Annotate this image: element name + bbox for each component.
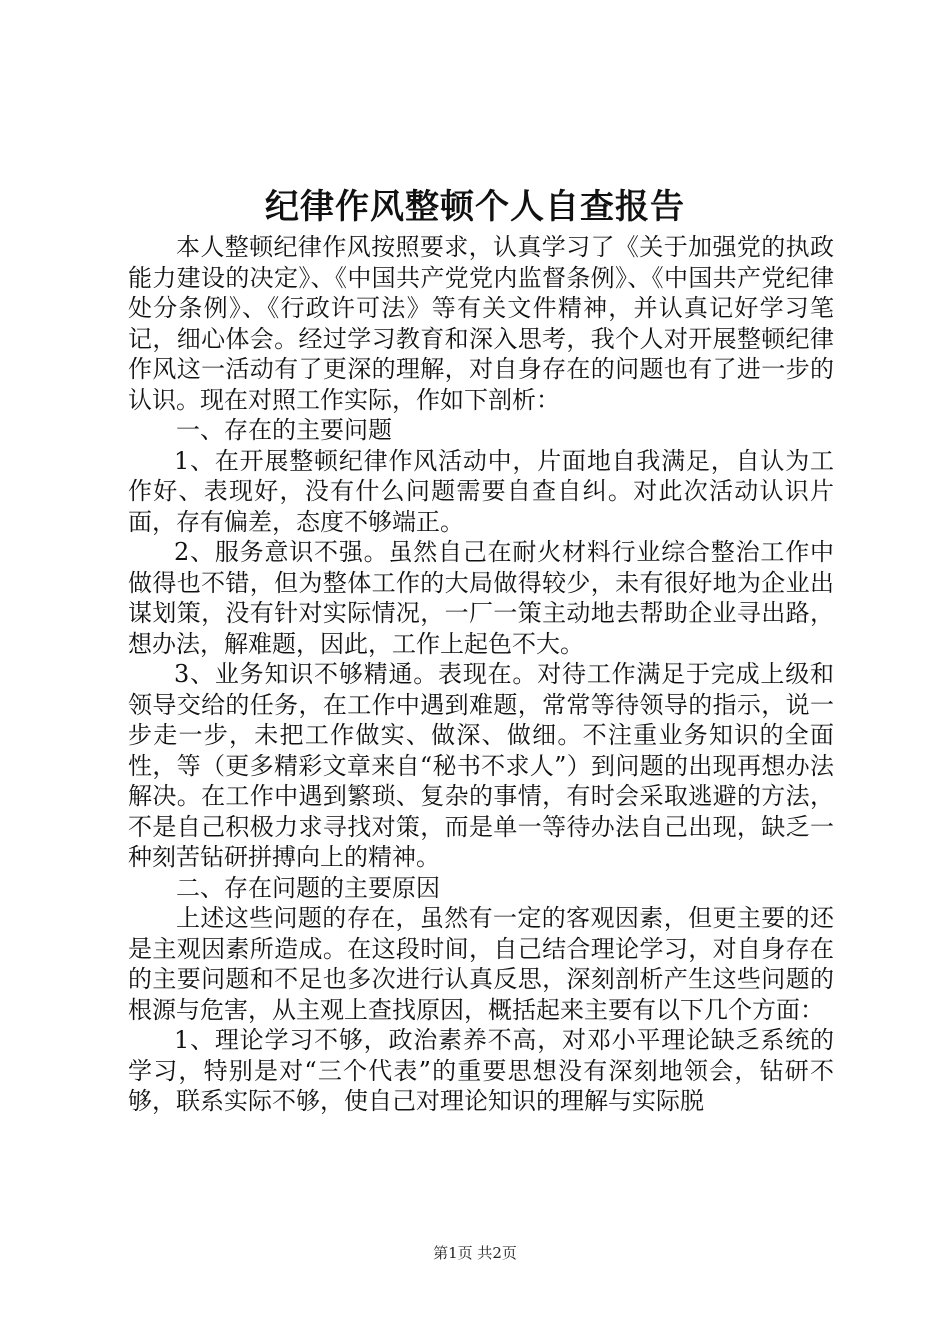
causes-intro-paragraph: 上述这些问题的存在，虽然有一定的客观因素，但更主要的还是主观因素所造成。在这段时间，自己结合理论学习，对自身存在的主要问题和不足也多次进行认真反思，深刻剖析产生这些问题的根源与危害，从主观上查找原因，概括起来主要有以下几个方面：	[128, 904, 834, 1024]
problem-item-1: 1、在开展整顿纪律作风活动中，片面地自我满足，自认为工作好、表现好，没有什么问题需要自查自纠。对此次活动认识片面，存有偏差，态度不够端正。	[128, 446, 834, 536]
section-heading-problems: 一、存在的主要问题	[176, 416, 392, 444]
problem-item-3: 3、业务知识不够精通。表现在。对待工作满足于完成上级和领导交给的任务，在工作中遇到难题，常常等待领导的指示，说一步走一步，未把工作做实、做深、做细。不注重业务知识的全面性，等（更多精彩文章来自“秘书不求人”）到问题的出现再想办法解决。在工作中遇到繁琐、复杂的事情，有时会采取逃避的方法，不是自己积极力求寻找对策，而是单一等待办法自己出现，缺乏一种刻苦钻研拼搏向上的精神。	[128, 660, 834, 871]
intro-paragraph: 本人整顿纪律作风按照要求，认真学习了《关于加强党的执政能力建设的决定》、《中国共产党党内监督条例》、《中国共产党纪律处分条例》、《行政许可法》等有关文件精神，并认真记好学习笔记，细心体会。经过学习教育和深入思考，我个人对开展整顿纪律作风这一活动有了更深的理解，对自身存在的问题也有了进一步的认识。现在对照工作实际，作如下剖析：	[128, 233, 834, 414]
problem-item-2: 2、服务意识不强。虽然自己在耐火材料行业综合整治工作中做得也不错，但为整体工作的大局做得较少，未有很好地为企业出谋划策，没有针对实际情况，一厂一策主动地去帮助企业寻出路，想办法，解难题，因此，工作上起色不大。	[128, 538, 834, 658]
document-body	[128, 232, 834, 1117]
document-title: 纪律作风整顿个人自查报告	[265, 187, 685, 227]
section-heading-causes: 二、存在问题的主要原因	[176, 873, 440, 902]
cause-item-1: 1、理论学习不够，政治素养不高，对邓小平理论缺乏系统的学习，特别是对“三个代表”的重要思想没有深刻地领会，钻研不够，联系实际不够，使自己对理论知识的理解与实际脱	[128, 1026, 834, 1115]
page-number-footer: 第1页 共2页	[433, 1244, 517, 1262]
